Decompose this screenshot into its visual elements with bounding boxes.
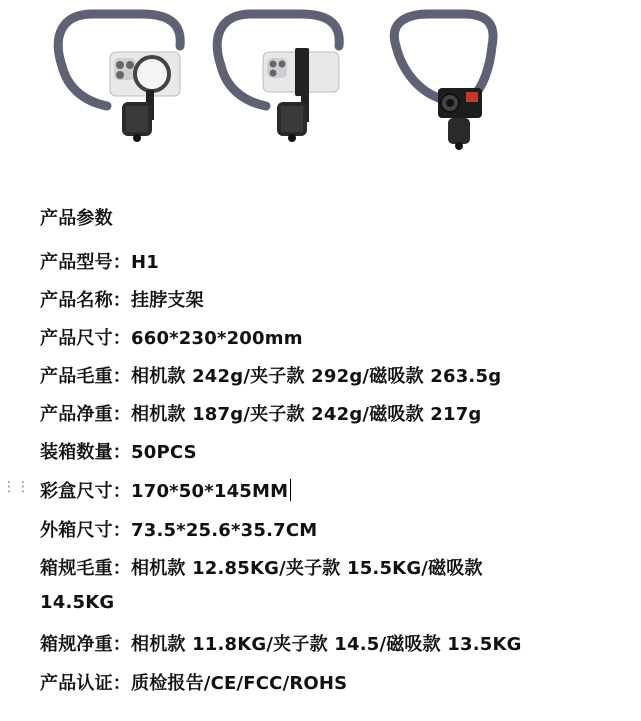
spec-line-carton-size: 外箱尺寸：73.5*25.6*35.7CM (40, 520, 318, 541)
spec-line-gross-weight: 产品毛重：相机款 242g/夹子款 292g/磁吸款 263.5g (40, 366, 502, 387)
spec-line-carton-gross-weight-cont: 14.5KG (40, 592, 115, 613)
spec-line-size: 产品尺寸：660*230*200mm (40, 328, 303, 349)
spec-line-name: 产品名称：挂脖支架 (40, 290, 204, 311)
spec-line-box-size[interactable] (40, 477, 291, 503)
spec-line-net-weight: 产品净重：相机款 187g/夹子款 242g/磁吸款 217g (40, 404, 482, 425)
spec-heading: 产品参数 (40, 208, 113, 229)
spec-line-model: 产品型号：H1 (40, 252, 159, 273)
drag-handle-icon[interactable]: ⋮⋮ (2, 479, 30, 495)
spec-line-box-size-text: 彩盒尺寸：170*50*145MM (40, 481, 289, 502)
neck-mount-action-camera-image (384, 6, 544, 156)
spec-line-carton-net-weight: 箱规净重：相机款 11.8KG/夹子款 14.5/磁吸款 13.5KG (40, 634, 522, 655)
text-cursor (290, 479, 291, 501)
product-image-row (0, 0, 641, 180)
spec-line-certification: 产品认证：质检报告/CE/FCC/ROHS (40, 673, 348, 694)
spec-line-carton-gross-weight: 箱规毛重：相机款 12.85KG/夹子款 15.5KG/磁吸款 (40, 558, 483, 579)
neck-mount-phone-clip-image (211, 6, 371, 156)
spec-line-packing-qty: 装箱数量：50PCS (40, 442, 197, 463)
neck-mount-magnetic-phone-image (52, 6, 212, 156)
